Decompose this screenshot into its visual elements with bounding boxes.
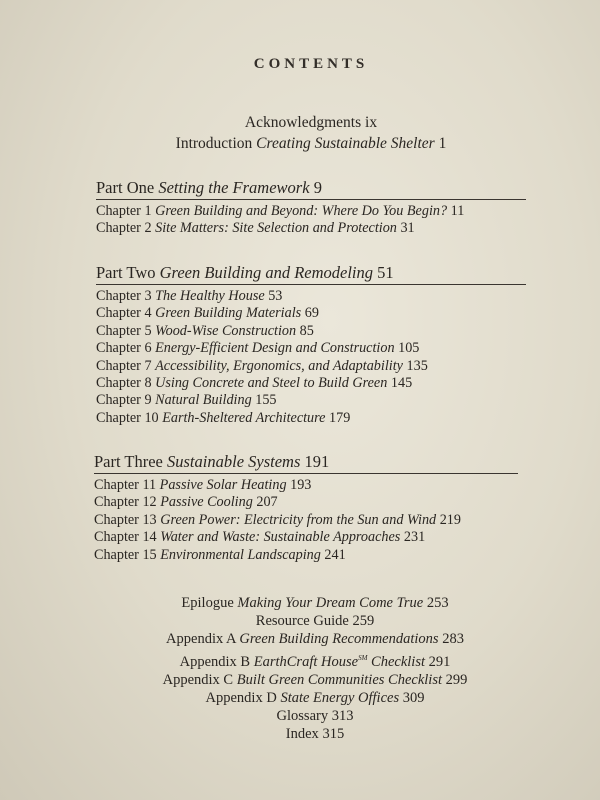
chapter-page: 135 [406, 357, 428, 374]
chapter-entry [94, 477, 518, 494]
chapter-entry [96, 410, 526, 427]
toc-entry-appendix-c [0, 671, 600, 689]
chapter-label: Chapter 11 [94, 477, 157, 493]
chapter-label: Chapter 6 [96, 340, 152, 357]
chapter-label: Chapter 2 [96, 220, 152, 237]
chapter-entry [96, 203, 526, 220]
chapter-entry [96, 305, 526, 322]
chapter-title: Using Concrete and Steel to Build Green [155, 375, 388, 392]
chapter-title: Site Matters: Site Selection and Protection [155, 220, 397, 237]
chapter-entry [94, 547, 518, 564]
entry-page: 283 [442, 631, 464, 648]
part-page: 9 [313, 178, 322, 197]
chapter-title: Water and Waste: Sustainable Approaches [160, 529, 401, 546]
chapter-title: Passive Solar Heating [159, 477, 287, 493]
entry-label: Resource Guide [255, 613, 349, 630]
chapter-page: 31 [400, 220, 415, 237]
chapter-entry [94, 529, 518, 546]
part-title: Sustainable Systems [167, 452, 301, 471]
chapter-page: 85 [299, 322, 314, 339]
toc-entry-acknowledgments [0, 112, 600, 133]
chapter-title: Passive Cooling [160, 494, 253, 511]
entry-label: Appendix B [179, 653, 251, 670]
chapter-label: Chapter 8 [96, 375, 152, 392]
chapter-label: Chapter 7 [96, 357, 152, 374]
entry-title [254, 654, 425, 670]
part-three [94, 452, 518, 564]
part-page: 191 [304, 452, 330, 471]
front-matter [0, 112, 600, 154]
chapter-title: Green Building and Beyond: Where Do You Begin? [155, 203, 448, 219]
chapter-page: 69 [304, 305, 319, 322]
entry-page: 253 [426, 595, 449, 611]
part-label: Part Three [94, 452, 163, 471]
chapter-page: 241 [324, 546, 346, 563]
part-heading [96, 178, 526, 200]
entry-title-main: EarthCraft House [253, 653, 359, 670]
entry-label: Appendix A [166, 631, 236, 648]
entry-label: Index [285, 726, 319, 743]
chapter-page: 11 [450, 203, 465, 219]
chapter-title: Environmental Landscaping [160, 546, 321, 563]
chapter-title: Energy-Efficient Design and Construction [155, 340, 395, 357]
entry-page: 299 [445, 671, 468, 688]
chapter-label: Chapter 4 [96, 305, 152, 322]
entry-label: Appendix D [205, 690, 277, 707]
part-heading [96, 263, 526, 285]
chapter-label: Chapter 1 [96, 203, 152, 219]
chapter-label: Chapter 12 [94, 494, 157, 511]
toc-entry-glossary [0, 707, 600, 725]
chapter-entry [96, 340, 526, 357]
entry-title: Built Green Communities Checklist [236, 671, 442, 688]
chapter-label: Chapter 13 [94, 511, 157, 528]
entry-title: Green Building Recommendations [239, 631, 439, 648]
chapter-label: Chapter 3 [96, 288, 152, 304]
chapter-title: Wood-Wise Construction [155, 322, 297, 339]
chapter-title: Accessibility, Ergonomics, and Adaptability [155, 357, 403, 374]
chapter-page: 179 [329, 409, 351, 426]
back-matter [0, 594, 600, 744]
chapter-page: 231 [403, 529, 426, 546]
part-label: Part One [96, 178, 155, 197]
toc-entry-appendix-d [0, 689, 600, 707]
part-label: Part Two [96, 263, 156, 282]
entry-label: Introduction [175, 135, 253, 152]
toc-entry-index [0, 725, 600, 743]
service-mark: SM [358, 653, 368, 662]
entry-page: ix [365, 114, 378, 131]
chapter-entry [96, 358, 526, 375]
chapter-entry [94, 512, 518, 529]
chapter-page: 145 [390, 375, 413, 392]
chapter-page: 219 [439, 511, 461, 528]
entry-label: Appendix C [162, 671, 234, 688]
entry-label: Glossary [276, 708, 329, 725]
chapter-title: Natural Building [155, 392, 252, 409]
chapter-label: Chapter 10 [96, 409, 159, 426]
chapter-label: Chapter 9 [96, 392, 152, 409]
chapter-label: Chapter 14 [94, 529, 157, 546]
chapter-page: 193 [290, 477, 312, 493]
part-two [96, 263, 526, 427]
chapter-title: Earth-Sheltered Architecture [162, 409, 326, 426]
chapter-page: 155 [255, 392, 277, 409]
entry-title: Creating Sustainable Shelter [256, 135, 435, 152]
part-title: Green Building and Remodeling [159, 263, 374, 282]
part-title: Setting the Framework [158, 178, 310, 197]
chapter-label: Chapter 5 [96, 322, 152, 339]
chapter-title: The Healthy House [155, 288, 265, 304]
chapter-entry [96, 375, 526, 392]
chapter-entry [96, 220, 526, 237]
toc-entry-resource-guide [0, 612, 600, 630]
entry-page: 315 [322, 726, 345, 743]
entry-page: 1 [438, 135, 447, 152]
contents-heading: CONTENTS [253, 56, 369, 72]
chapter-entry [96, 323, 526, 340]
chapter-entry [94, 494, 518, 511]
part-one [96, 178, 526, 238]
part-heading [94, 452, 518, 474]
entry-page: 309 [402, 690, 425, 707]
toc-entry-appendix-a [0, 630, 600, 648]
entry-page: 291 [428, 653, 451, 670]
entry-page: 313 [331, 708, 354, 725]
entry-label: Epilogue [181, 595, 234, 611]
entry-title: State Energy Offices [280, 690, 400, 707]
chapter-page: 53 [268, 288, 283, 304]
chapter-label: Chapter 15 [94, 546, 157, 563]
toc-entry-introduction [0, 133, 600, 154]
part-page: 51 [377, 263, 394, 282]
entry-title-rest: Checklist [367, 653, 425, 670]
toc-entry-epilogue [0, 594, 600, 612]
entry-title: Making Your Dream Come True [237, 595, 424, 611]
entry-page: 259 [352, 613, 375, 630]
chapter-title: Green Power: Electricity from the Sun and Wind [160, 511, 437, 528]
toc-entry-appendix-b [0, 649, 600, 671]
entry-label: Acknowledgments [244, 114, 362, 131]
chapter-entry [96, 392, 526, 409]
chapter-page: 207 [256, 494, 278, 511]
chapter-page: 105 [398, 340, 420, 357]
chapter-entry [96, 288, 526, 305]
chapter-title: Green Building Materials [155, 305, 302, 322]
